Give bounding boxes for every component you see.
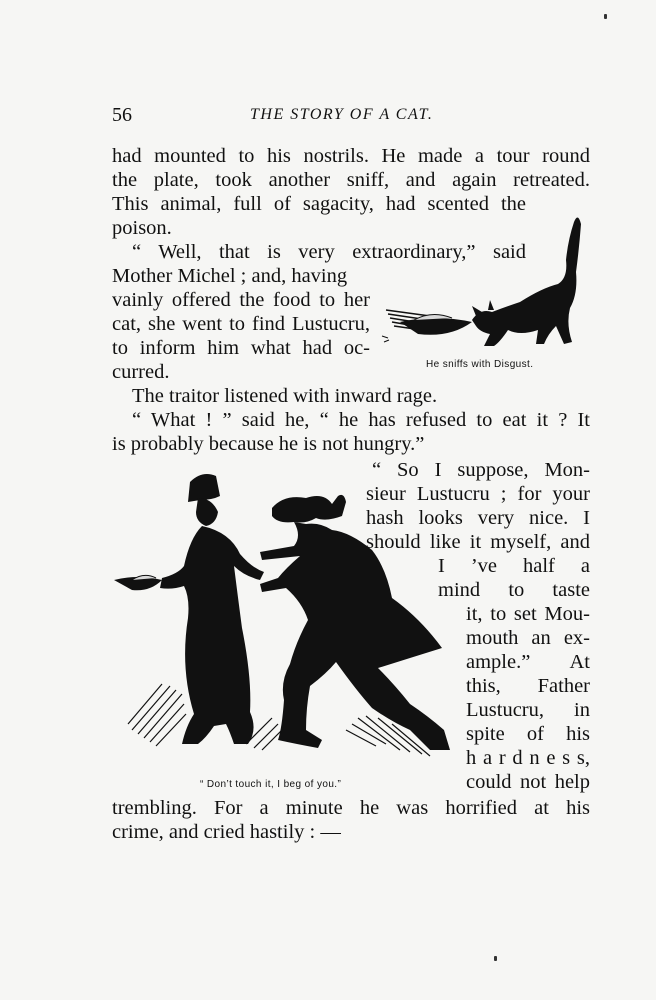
text-line: it, to set Mou- [466, 603, 590, 625]
text-line: ample.” At [466, 651, 590, 673]
text-line: to inform him what had oc- [112, 337, 370, 359]
text-line: mouth an ex- [466, 627, 590, 649]
text-line: sieur Lustucru ; for your [366, 483, 590, 505]
text-line: Lustucru, in [466, 699, 590, 721]
cat-illustration-caption: He sniffs with Disgust. [426, 359, 534, 370]
text-line: hash looks very nice. I [366, 507, 590, 529]
text-line: could not help [466, 771, 590, 793]
text-line: poison. [112, 217, 172, 239]
text-line: should like it myself, and [366, 531, 590, 553]
couple-illustration-caption: “ Don’t touch it, I beg of you.” [200, 779, 342, 790]
text-line: vainly offered the food to her [112, 289, 370, 311]
text-line: had mounted to his nostrils. He made a tour round [112, 145, 590, 167]
text-line: curred. [112, 361, 170, 383]
couple-silhouette-illustration [110, 468, 460, 780]
text-line: crime, and cried hastily : — [112, 821, 341, 843]
cat-silhouette-illustration [380, 210, 595, 360]
text-line: mind to taste [438, 579, 590, 601]
text-line: The traitor listened with inward rage. [132, 385, 438, 407]
text-line: cat, she went to find Lustucru, [112, 313, 370, 335]
text-line: “ What ! ” said he, “ he has refused to eat it ? It [132, 409, 590, 431]
text-line: spite of his [466, 723, 590, 745]
text-line: “ Well, that is very extraordinary,” said [132, 241, 526, 263]
text-line: the plate, took another sniff, and again retreated. [112, 169, 590, 191]
page-speck [604, 14, 607, 19]
text-line: Mother Michel ; and, having [112, 265, 348, 287]
text-line: this, Father [466, 675, 590, 697]
text-line: This animal, full of sagacity, had scented the [112, 193, 526, 215]
page-number: 56 [112, 104, 132, 126]
page-header [112, 104, 590, 130]
text-line: “ So I suppose, Mon- [372, 459, 590, 481]
text-line: trembling. For a minute he was horrified at his [112, 797, 590, 819]
running-title: THE STORY OF A CAT. [250, 106, 434, 123]
text-line: is probably because he is not hungry.” [112, 433, 425, 455]
page-speck [494, 956, 497, 961]
text-line: I ’ve half a [438, 555, 590, 577]
text-line: h a r d n e s s, [466, 747, 590, 769]
